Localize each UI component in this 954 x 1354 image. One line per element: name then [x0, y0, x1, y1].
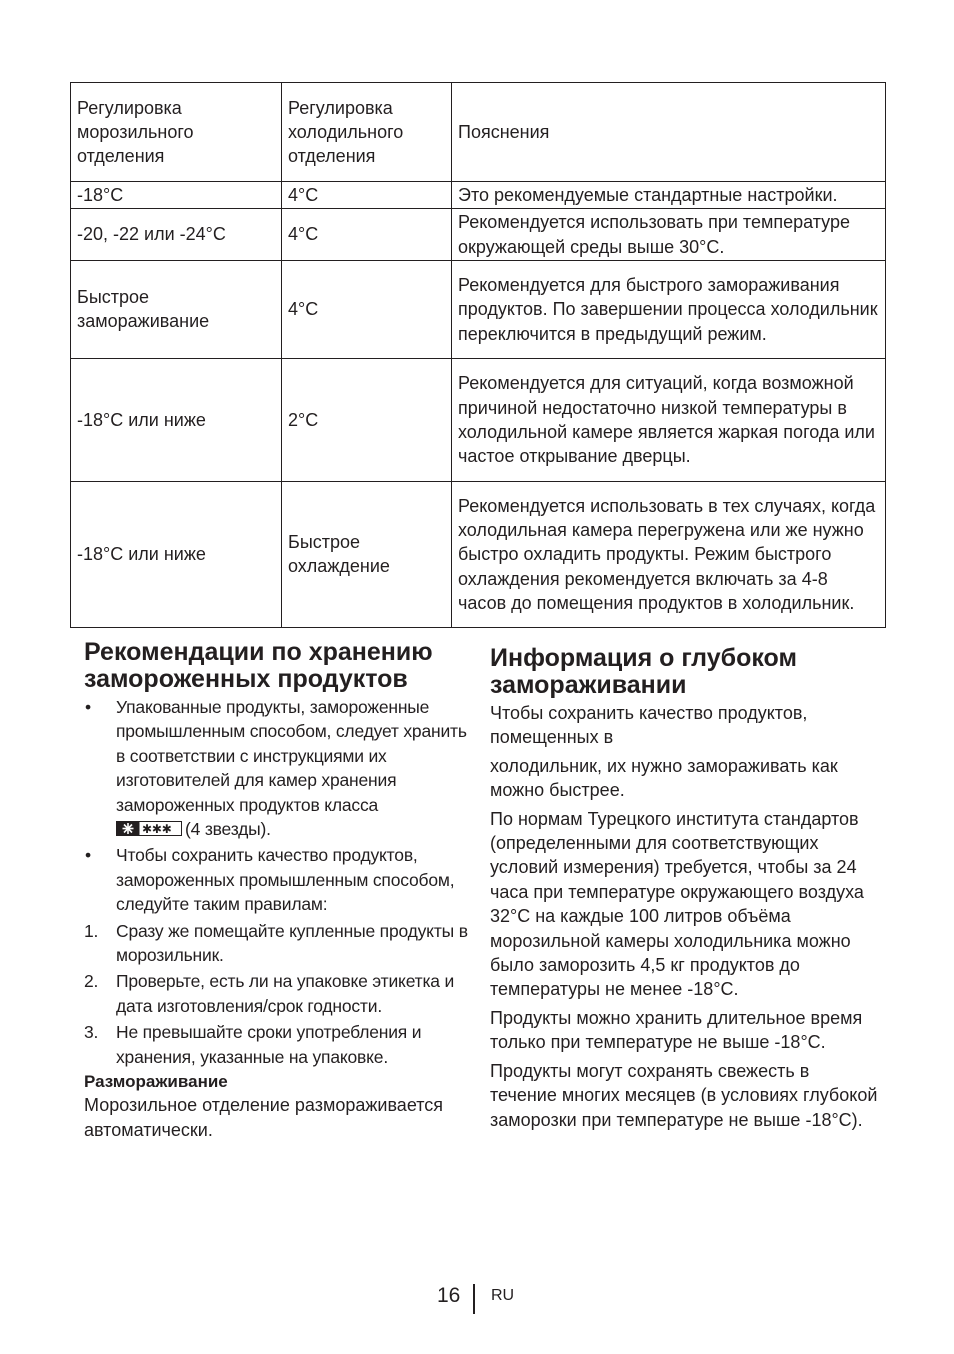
list-item-text: Сразу же помещайте купленные продукты в морозильник.	[116, 920, 468, 966]
table-cell: -18°С или ниже	[71, 358, 282, 481]
table-row	[71, 260, 886, 358]
list-item-text: Упакованные продукты, замороженные промышленным способом, следует хранить в соответствии с инструкциями их изготовителей для камер хранения замороженных продуктов класса	[116, 697, 467, 815]
paragraph: холодильник, их нужно замораживать как можно быстрее.	[490, 755, 838, 801]
table-cell: -20, -22 или -24°С	[71, 209, 282, 261]
list-item-text: Проверьте, есть ли на упаковке этикетка и дата изготовления/срок годности.	[116, 971, 455, 1016]
list-item-text: Чтобы сохранить качество продуктов, замороженных промышленным способом, следуйте таким правилам:	[116, 845, 455, 915]
settings-table	[70, 82, 886, 628]
table-cell: 2°С	[282, 358, 452, 481]
page-number: 16	[437, 1284, 461, 1307]
paragraph: Продукты могут сохранять свежесть в течение многих месяцев (в условиях глубокой заморозки при температуре не выше -18°С).	[490, 1060, 878, 1130]
section-title: Информация о глубоком замораживании	[490, 644, 797, 699]
list-item-text: Не превышайте сроки употребления и хранения, указанные на упаковке.	[116, 1022, 422, 1067]
step-number: 1.	[84, 920, 99, 941]
svg-text:✱✱✱: ✱✱✱	[142, 821, 172, 836]
table-cell: Быстрое замораживание	[71, 260, 282, 358]
table-cell: -18°С	[71, 182, 282, 209]
list-item	[84, 969, 470, 1018]
defrost-heading: Размораживание	[84, 1072, 228, 1092]
table-header-cell: Регулировка холодильного отделения	[282, 83, 452, 182]
table-row	[71, 182, 886, 209]
table-cell: Рекомендуется для ситуаций, когда возможной причиной недостаточно низкой температуры в холодильной камере является жаркая погода или частое открывание дверцы.	[452, 358, 886, 481]
paragraph: Чтобы сохранить качество продуктов, помещенных в	[490, 703, 808, 748]
table-row	[71, 358, 886, 481]
list-item-text: (4 звезды).	[185, 819, 271, 840]
table-header-row	[71, 83, 886, 182]
recommendations-list	[84, 695, 470, 1069]
table-cell: 4°С	[282, 209, 452, 261]
paragraph: По нормам Турецкого института стандартов (определенными для соответствующих условий измерения) требуется, чтобы за 24 часа при температуре окружающего воздуха 32°С на каждые 100 литров объёма морозильной камеры холодильника можно было заморозить 4,5 кг продуктов до температуры не менее -18°С.	[490, 808, 864, 1000]
table-cell: 4°С	[282, 260, 452, 358]
list-item	[84, 919, 470, 968]
step-number: 3.	[84, 1022, 99, 1043]
section-title: Рекомендации по хранению замороженных продуктов	[84, 638, 433, 693]
table-cell: Рекомендуется для быстрого замораживания продуктов. По завершении процесса холодильник переключится в предыдущий режим.	[452, 260, 886, 358]
step-number: 2.	[84, 971, 99, 992]
paragraph: Продукты можно хранить длительное время только при температуре не выше -18°С.	[490, 1007, 863, 1053]
table-header-cell: Пояснения	[452, 83, 886, 182]
table-cell: Рекомендуется использовать при температуре окружающей среды выше 30°С.	[452, 209, 886, 261]
table-row	[71, 209, 886, 261]
table-header-cell: Регулировка морозильного отделения	[71, 83, 282, 182]
table-cell: Рекомендуется использовать в тех случаях, когда холодильная камера перегружена или же нужно быстро охладить продукты. Режим быстрого охлаждения рекомендуется включать за 4-8 часов до помещения продуктов в холодильник.	[452, 481, 886, 627]
table-row	[71, 481, 886, 627]
list-item	[84, 1020, 470, 1069]
table-cell: Это рекомендуемые стандартные настройки.	[452, 182, 886, 209]
list-item	[84, 843, 470, 916]
bullet-icon: •	[85, 845, 91, 866]
bullet-icon: •	[85, 697, 91, 717]
language-code: RU	[491, 1287, 515, 1304]
list-item	[84, 695, 470, 841]
footer-divider	[473, 1284, 475, 1314]
table-cell: -18°С или ниже	[71, 481, 282, 627]
table-cell: 4°С	[282, 182, 452, 209]
defrost-text: Морозильное отделение размораживается автоматически.	[84, 1095, 444, 1140]
table-cell: Быстрое охлаждение	[282, 481, 452, 627]
storage-recommendations-section	[84, 639, 470, 1142]
freezer-4-star-icon	[116, 821, 182, 836]
deep-freezing-section	[490, 645, 880, 1136]
